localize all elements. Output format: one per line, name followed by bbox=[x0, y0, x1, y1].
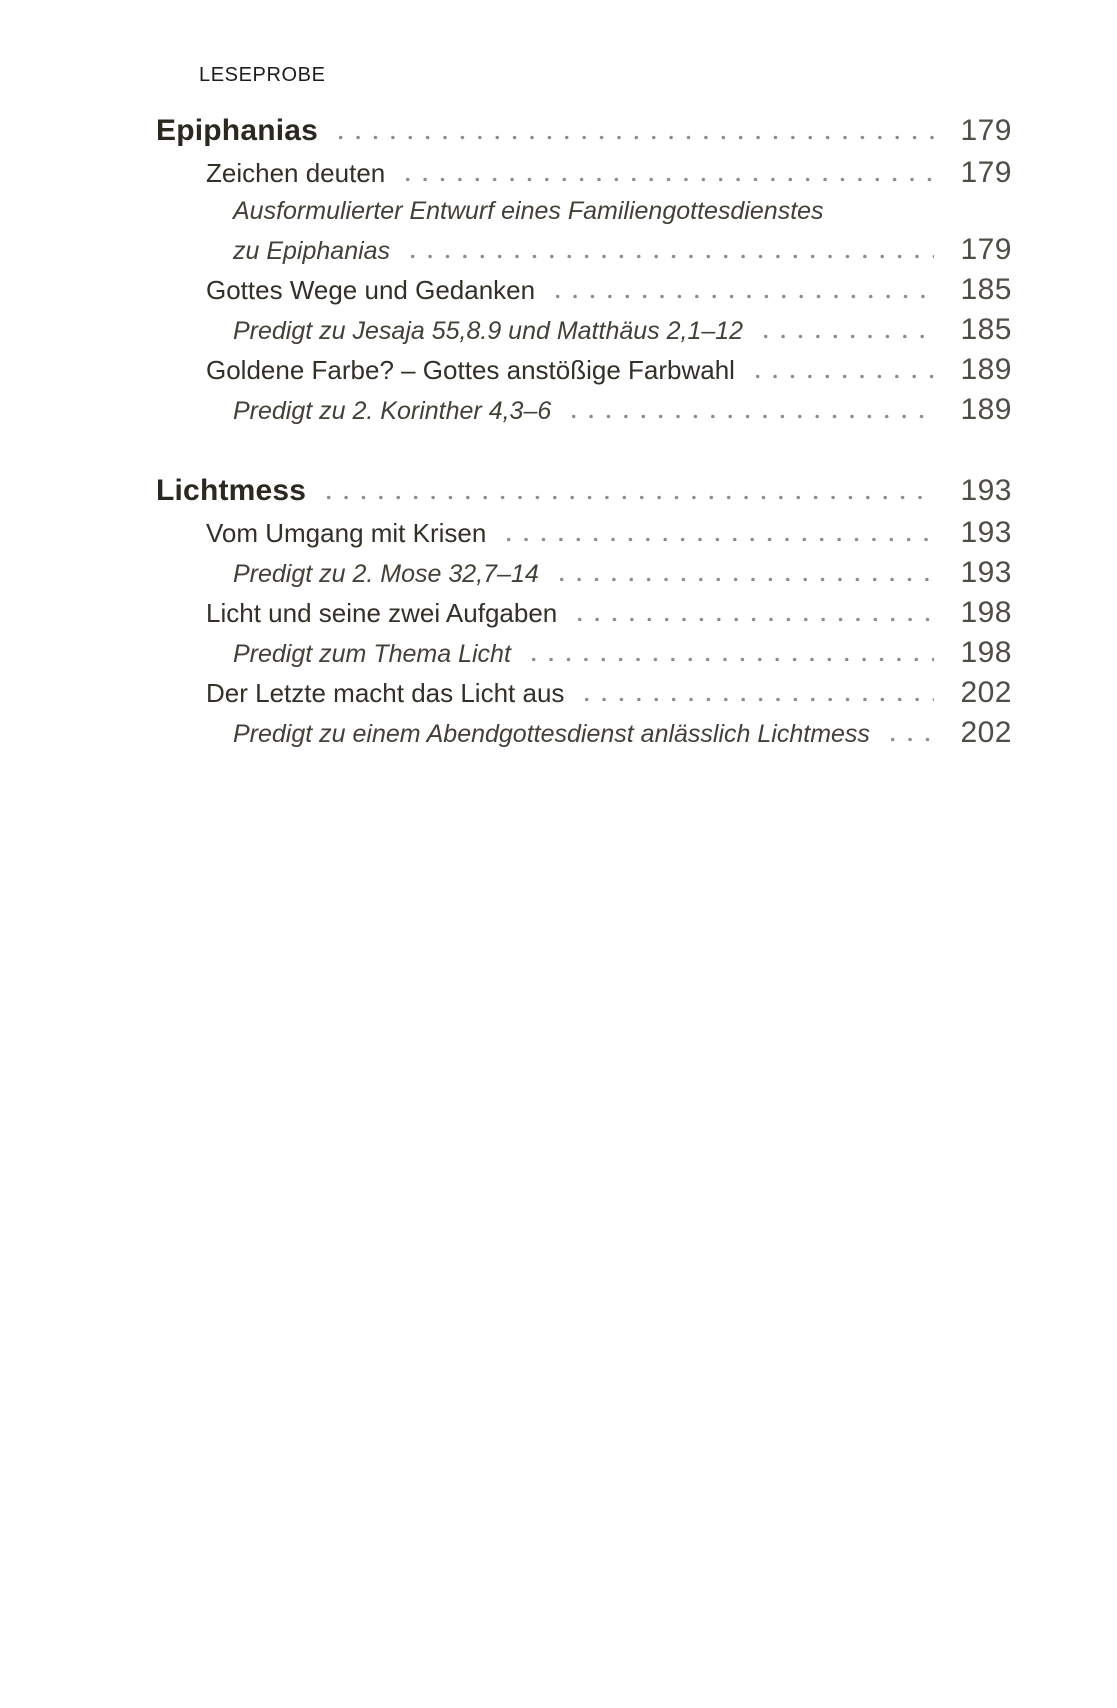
dot-leader bbox=[320, 495, 934, 500]
toc-label: Epiphanias bbox=[156, 114, 319, 147]
toc-row-sub bbox=[156, 310, 1012, 350]
toc-label: Der Letzte macht das Licht aus bbox=[206, 678, 565, 708]
page-number: 189 bbox=[960, 353, 1012, 386]
page-number: 185 bbox=[960, 273, 1012, 306]
table-of-contents bbox=[156, 108, 1012, 753]
toc-label: Ausformulierter Entwurf eines Familiengottesdienstes bbox=[233, 197, 824, 225]
toc-label: Goldene Farbe? – Gottes anstößige Farbwahl bbox=[206, 355, 735, 385]
toc-label: zu Epiphanias bbox=[233, 237, 391, 265]
page-number: 189 bbox=[960, 393, 1012, 426]
dot-leader bbox=[332, 135, 934, 140]
toc-spacer bbox=[156, 430, 1012, 468]
toc-label: Zeichen deuten bbox=[206, 158, 386, 188]
toc-label: Predigt zu Jesaja 55,8.9 und Matthäus 2,1–12 bbox=[233, 317, 744, 345]
toc-label: Vom Umgang mit Krisen bbox=[206, 518, 487, 548]
toc-row-sub bbox=[156, 390, 1012, 430]
page-number: 193 bbox=[960, 556, 1012, 589]
toc-row-sub bbox=[156, 230, 1012, 270]
toc-content bbox=[156, 64, 1012, 753]
toc-row-sub bbox=[156, 553, 1012, 593]
toc-row-subcont bbox=[156, 193, 1012, 230]
page-number: 193 bbox=[960, 516, 1012, 549]
dot-leader bbox=[884, 737, 934, 742]
page-number: 198 bbox=[960, 596, 1012, 629]
toc-label: Predigt zu 2. Mose 32,7–14 bbox=[233, 560, 539, 588]
page-number: 179 bbox=[960, 156, 1012, 189]
leseprobe-header-label: LESEPROBE bbox=[199, 64, 326, 86]
page-number: 202 bbox=[960, 716, 1012, 749]
page-number: 179 bbox=[960, 233, 1012, 266]
toc-row-section bbox=[156, 468, 1012, 513]
toc-label: Predigt zum Thema Licht bbox=[233, 640, 511, 668]
toc-row-sub bbox=[156, 713, 1012, 753]
toc-row-sub bbox=[156, 633, 1012, 673]
toc-row-section bbox=[156, 108, 1012, 153]
toc-label: Lichtmess bbox=[156, 474, 307, 507]
toc-row-entry bbox=[156, 673, 1012, 713]
dot-leader bbox=[757, 334, 934, 339]
dot-leader bbox=[404, 254, 934, 259]
dot-leader bbox=[565, 414, 934, 419]
toc-row-entry bbox=[156, 593, 1012, 633]
toc-label: Predigt zu einem Abendgottesdienst anlässlich Lichtmess bbox=[233, 720, 870, 748]
toc-row-entry bbox=[156, 513, 1012, 553]
toc-row-entry bbox=[156, 350, 1012, 390]
dot-leader bbox=[578, 697, 934, 702]
toc-label: Gottes Wege und Gedanken bbox=[206, 275, 536, 305]
page-number: 179 bbox=[960, 114, 1012, 147]
page-number: 193 bbox=[960, 474, 1012, 507]
dot-leader bbox=[571, 617, 934, 622]
page-number: 202 bbox=[960, 676, 1012, 709]
dot-leader bbox=[500, 537, 934, 542]
dot-leader bbox=[549, 294, 934, 299]
toc-row-entry bbox=[156, 153, 1012, 193]
dot-leader bbox=[749, 374, 934, 379]
toc-row-entry bbox=[156, 270, 1012, 310]
dot-leader bbox=[525, 657, 934, 662]
dot-leader bbox=[399, 177, 934, 182]
dot-leader bbox=[553, 577, 934, 582]
toc-label: Licht und seine zwei Aufgaben bbox=[206, 598, 558, 628]
toc-label: Predigt zu 2. Korinther 4,3–6 bbox=[233, 397, 552, 425]
page-number: 198 bbox=[960, 636, 1012, 669]
page-number: 185 bbox=[960, 313, 1012, 346]
